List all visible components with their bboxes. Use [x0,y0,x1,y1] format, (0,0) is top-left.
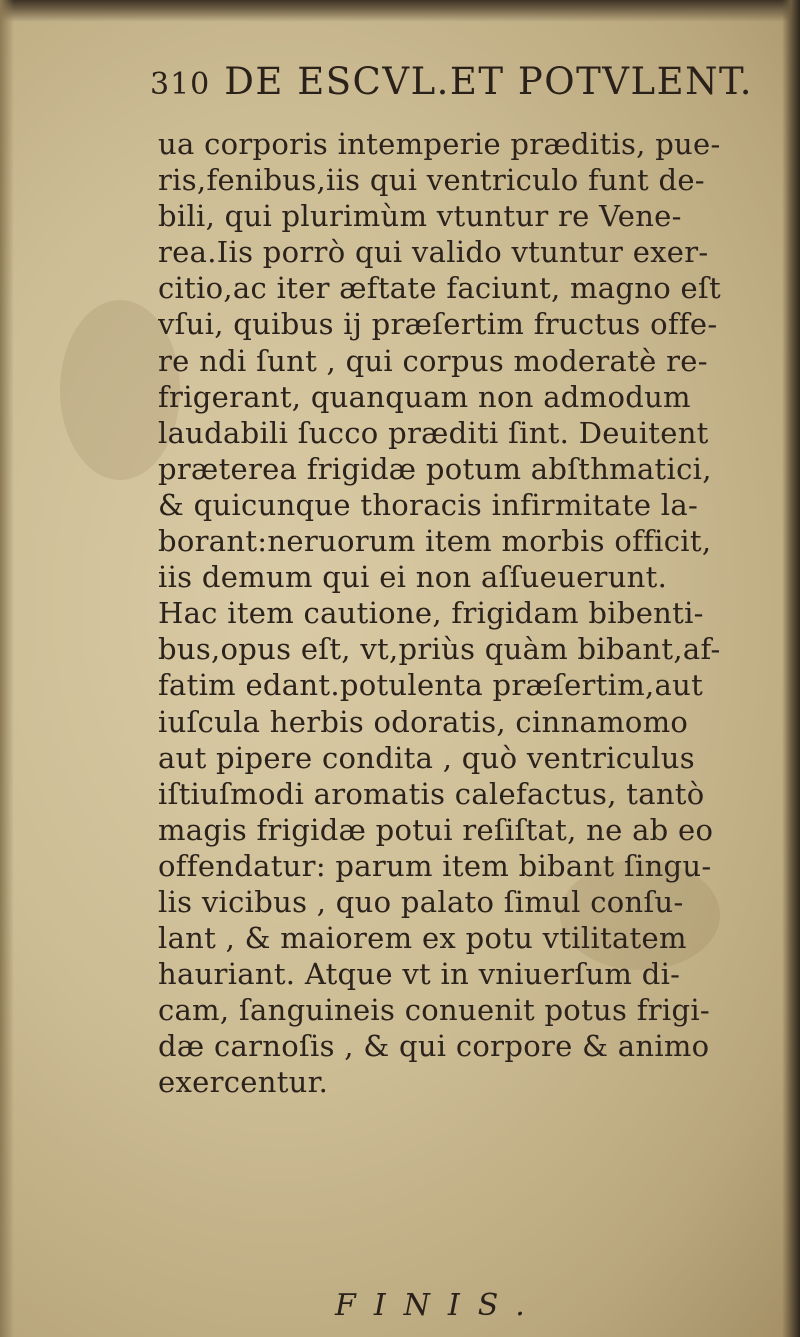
text-line: iſtiuſmodi aromatis calefactus, tantò [158,776,705,811]
text-line: citio,ac iter æftate faciunt, magno eſt [158,271,721,306]
page-top-shadow [0,0,800,22]
text-line: iuſcula herbis odoratis, cinnamomo [158,704,689,739]
text-line: bus,opus eſt, vt,priùs quàm bibant,af- [158,632,721,667]
text-line: bili, qui plurimùm vtuntur re Vene- [158,199,682,234]
text-line: hauriant. Atque vt in vniuerſum di- [158,957,681,992]
page-left-shadow [0,0,14,1337]
running-title: DE ESCVL.ET POTVLENT. [224,60,753,103]
text-line: aut pipere condita , quò ventriculus [158,740,695,775]
text-line: magis frigidæ potui reſiſtat, ne ab eo [158,812,714,847]
text-line: Hac item cautione, frigidam bibenti- [158,596,704,631]
text-line: laudabili ſucco præditi ſint. Deuitent [158,415,709,450]
text-line: iis demum qui ei non aſſueuerunt. [158,560,668,595]
text-line: ua corporis intemperie præditis, pue- [158,127,721,161]
text-line: cam, ſanguineis conuenit potus frigi- [158,993,711,1028]
body-text [158,126,770,1101]
text-line: exercentur. [158,1065,329,1100]
text-line: offendatur: parum item bibant ſingu- [158,848,712,883]
text-line: vſui, quibus ij præſertim fructus offe- [158,307,718,342]
text-line: re ndi ſunt , qui corpus moderatè re- [158,343,708,378]
text-line: lis vicibus , quo palato ſimul conſu- [158,884,684,919]
text-line: rea.Iis porrò qui valido vtuntur exer- [158,235,709,270]
text-line: lant , & maiorem ex potu vtilitatem [158,921,687,956]
text-line: dæ carnoſis , & qui corpore & animo [158,1029,710,1064]
text-line: & quicunque thoracis infirmitate la- [158,487,699,522]
finis-mark: FINIS. [335,1288,543,1323]
text-line: præterea frigidæ potum abſthmatici, [158,451,712,486]
text-line: ris,fenibus,iis qui ventriculo funt de- [158,163,705,198]
running-head [150,60,770,120]
page-right-shadow [782,0,800,1337]
text-line: frigerant, quanquam non admodum [158,379,691,414]
text-line: fatim edant.potulenta præſertim,aut [158,668,704,703]
text-line: borant:neruorum item morbis officit, [158,524,712,559]
page-number: 310 [150,67,211,102]
